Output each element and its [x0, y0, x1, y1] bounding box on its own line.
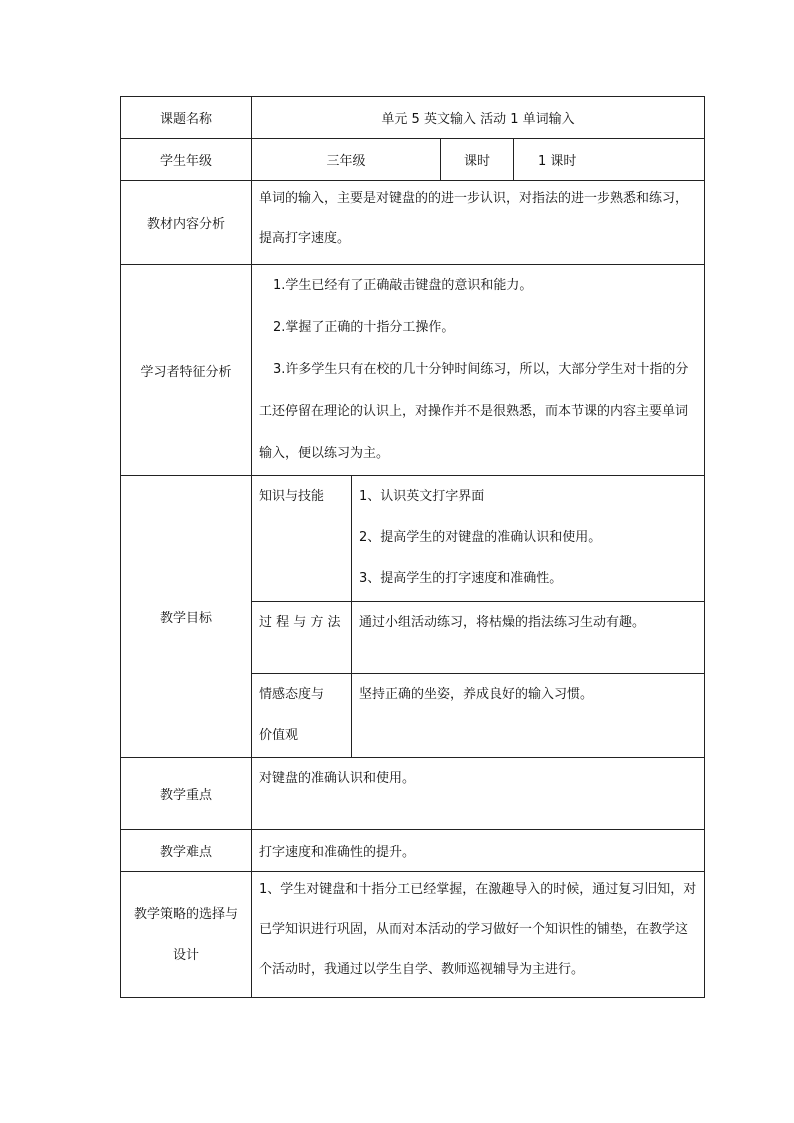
row-strategy: [121, 872, 705, 998]
process-label-cell: [252, 602, 352, 674]
row-difficulty: [121, 830, 705, 872]
row-learner: [121, 265, 705, 476]
learner-item: 2.掌握了正确的十指分工操作。: [273, 320, 455, 335]
strategy-label-line1: 教学策略的选择与: [133, 906, 238, 922]
difficulty-label: 教学难点: [121, 830, 252, 872]
attitude-text: 坚持正确的坐姿，养成良好的输入习惯。: [359, 687, 594, 702]
goals-label: 教学目标: [121, 476, 252, 758]
content-cell: [252, 181, 705, 265]
strategy-label-cell: [121, 872, 252, 998]
hours-value: 1 课时: [514, 139, 705, 181]
title-value: 单元 5 英文输入 活动 1 单词输入: [252, 97, 705, 139]
knowledge-label: 知识与技能: [259, 489, 325, 504]
row-key-point: [121, 758, 705, 830]
attitude-label-line2: 价值观: [259, 728, 299, 743]
learner-label: 学习者特征分析: [121, 265, 252, 476]
grade-value: 三年级: [252, 139, 441, 181]
knowledge-item: 2、提高学生的对键盘的准确认识和使用。: [359, 530, 602, 545]
attitude-label-cell: [252, 674, 352, 758]
learner-item: 3.许多学生只有在校的几十分钟时间练习，所以，大部分学生对十指的分工还停留在理论的认识上，对操作并不是很熟悉，而本节课的内容主要单词输入，便以练习为主。: [259, 362, 689, 461]
knowledge-item: 3、提高学生的打字速度和准确性。: [359, 571, 563, 586]
learner-item: 1.学生已经有了正确敲击键盘的意识和能力。: [273, 278, 533, 293]
key-point-cell: [252, 758, 705, 830]
attitude-label-line1: 情感态度与: [259, 687, 325, 702]
knowledge-item: 1、认识英文打字界面: [359, 489, 485, 504]
strategy-text: 1、学生对键盘和十指分工已经掌握，在激趣导入的时候，通过复习旧知，对已学知识进行巩固，从而对本活动的学习做好一个知识性的铺垫，在教学这个活动时，我通过以学生自学、教师巡视辅导为主进行。: [259, 882, 697, 977]
hours-label: 课时: [441, 139, 514, 181]
content-label: 教材内容分析: [121, 181, 252, 265]
learner-cell: [252, 265, 705, 476]
process-label: 过 程 与 方 法: [259, 615, 341, 630]
row-goals-knowledge: [121, 476, 705, 602]
knowledge-cell: [352, 476, 705, 602]
content-text: 单词的输入，主要是对键盘的的进一步认识，对指法的进一步熟悉和练习，提高打字速度。: [259, 191, 689, 246]
strategy-cell: [252, 872, 705, 998]
knowledge-label-cell: [252, 476, 352, 602]
key-point-text: 对键盘的准确认识和使用。: [259, 771, 416, 786]
row-grade: [121, 139, 705, 181]
strategy-label-line2: 设计: [172, 947, 199, 963]
lesson-plan-table: [120, 96, 705, 998]
process-cell: [352, 602, 705, 674]
row-content: [121, 181, 705, 265]
grade-label: 学生年级: [121, 139, 252, 181]
attitude-cell: [352, 674, 705, 758]
difficulty-text: 打字速度和准确性的提升。: [252, 830, 705, 872]
title-label: 课题名称: [121, 97, 252, 139]
process-text: 通过小组活动练习，将枯燥的指法练习生动有趣。: [359, 615, 646, 630]
key-point-label: 教学重点: [121, 758, 252, 830]
row-title: [121, 97, 705, 139]
